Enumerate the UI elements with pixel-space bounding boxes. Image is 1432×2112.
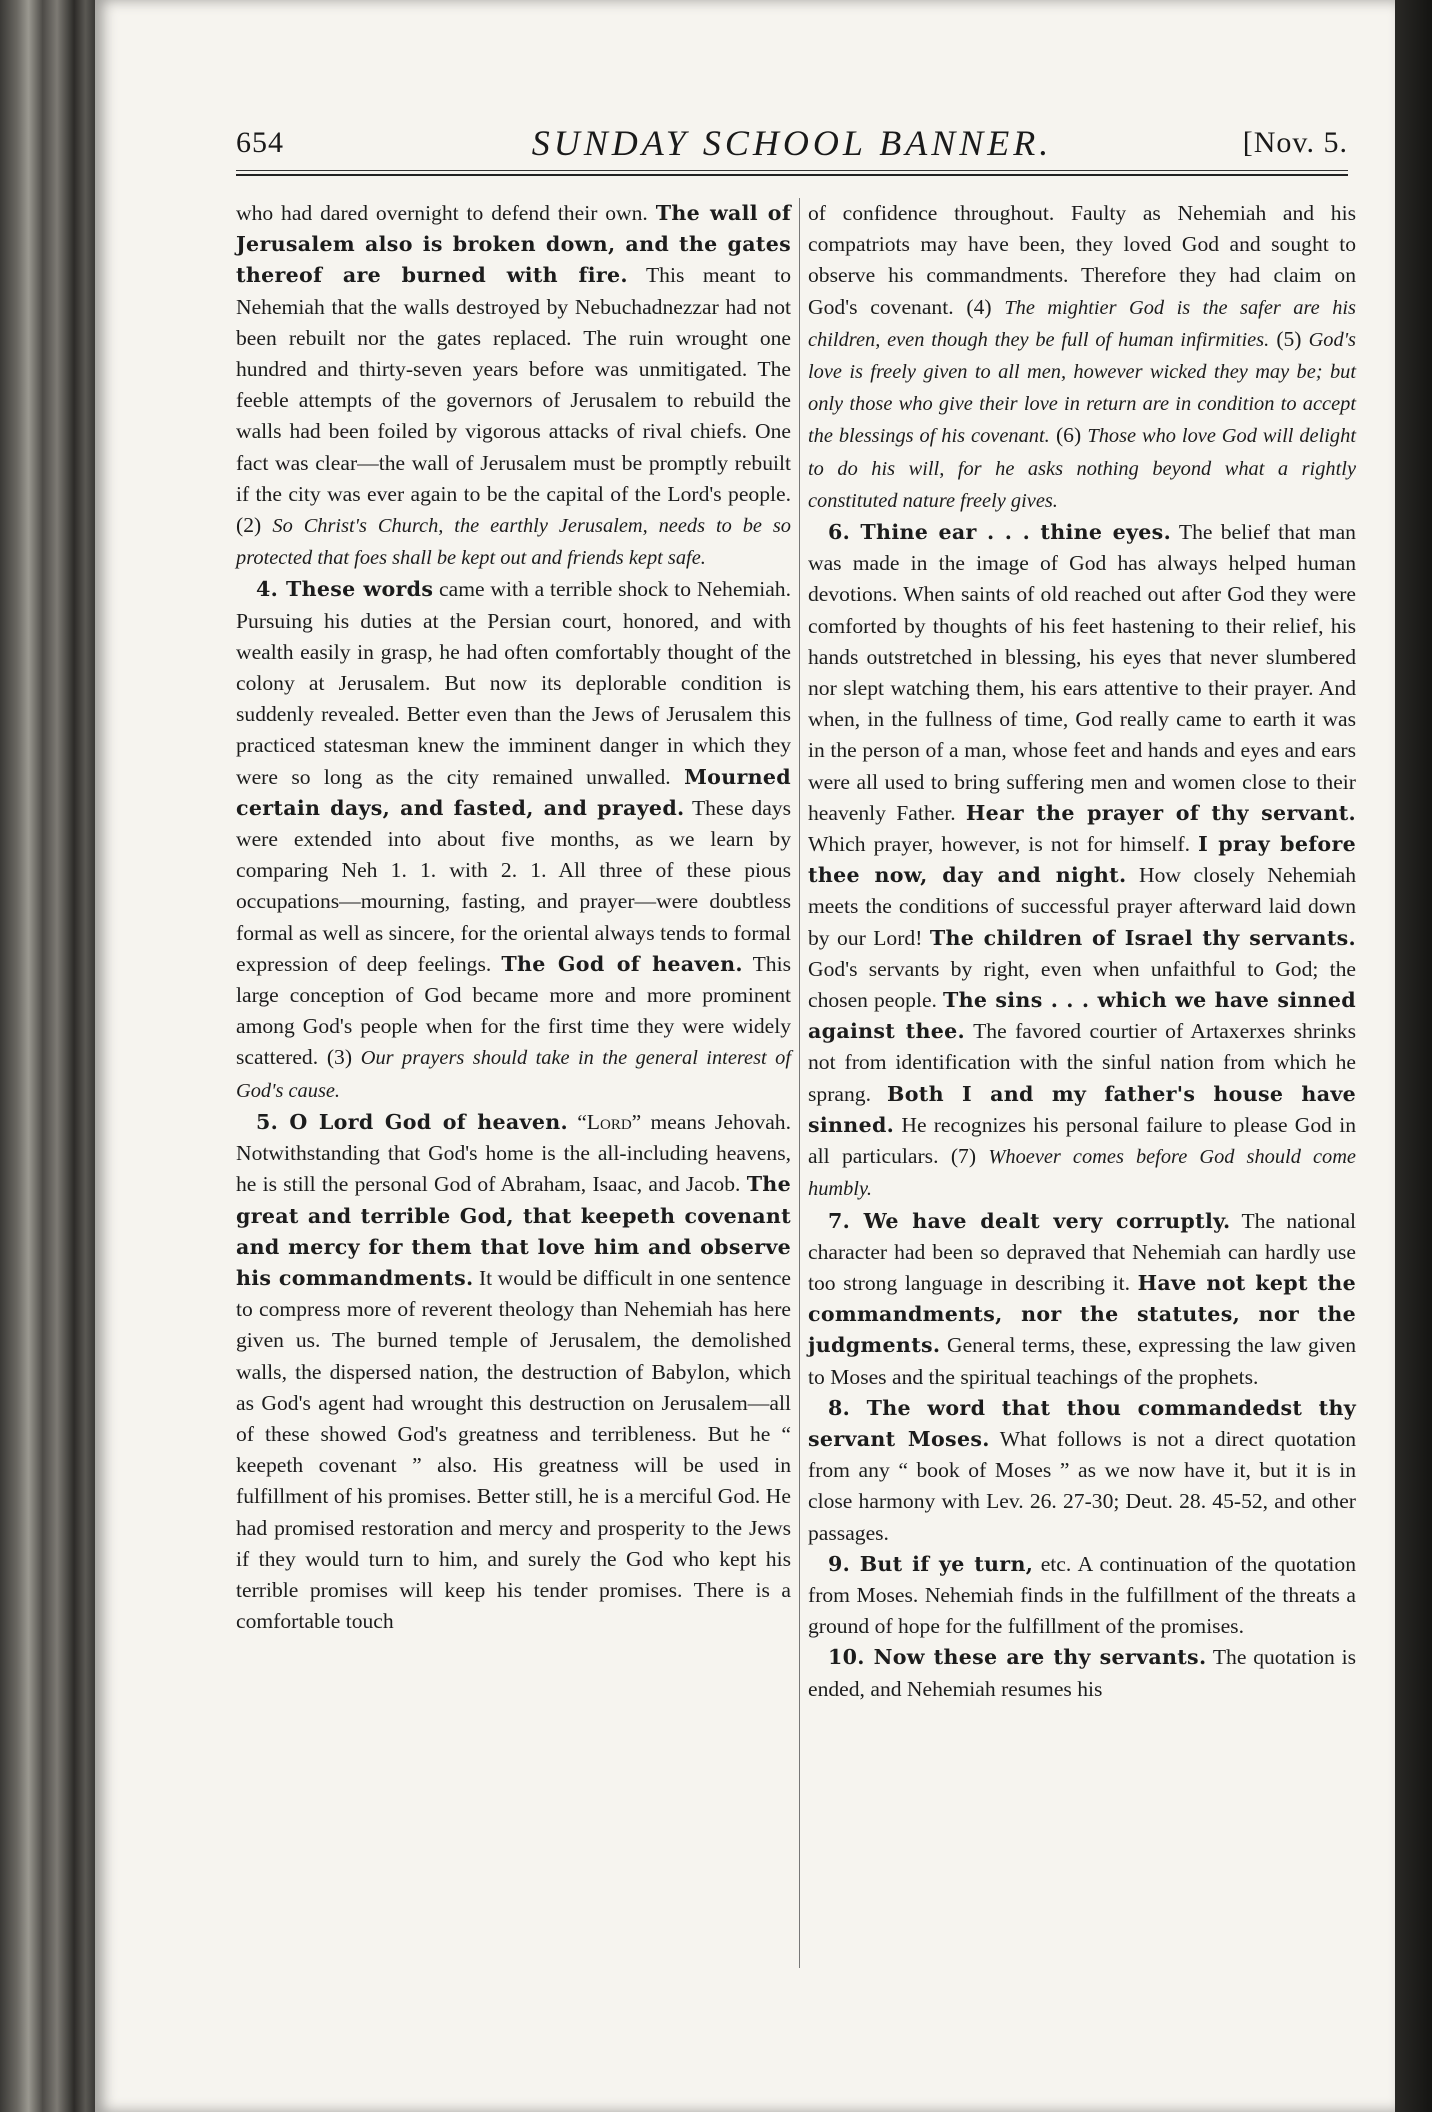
running-title: SUNDAY SCHOOL BANNER.: [531, 123, 1053, 163]
verse-heading: Mourned certain days, and fasted, and prayed.: [236, 764, 791, 820]
right-column: [808, 198, 1356, 1705]
verse-heading: 7. We have dealt very corruptly.: [828, 1208, 1231, 1233]
book-spine: [0, 0, 95, 2112]
paragraph-verse-6: 6. Thine ear . . . thine eyes. The belief that man was made in the image of God has always helped human devotions. When saints of old reached out after God they were comforted by thoughts of his feet hastening to their relief, his hands outstretched in blessing, his eyes that never slumbered nor slept watching them, his ears attentive to their prayer. And when, in the fullness of time, God really came to earth it was in the person of a man, whose feet and hands and eyes and ears were all used to bring suffering men and women close to their heavenly Father. Hear the prayer of thy servant. Which prayer, however, is not for himself. I pray before thee now, day and night. How closely Nehemiah meets the conditions of successful prayer afterward laid down by our Lord! The children of Israel thy servants. God's servants by right, even when unfaithful to God; the chosen people. The sins . . . which we have sinned against thee. The favored courtier of Artaxerxes shrinks not from identification with the sinful nation from which he sprang. Both I and my father's house have sinned. He recognizes his personal failure to please God in all particulars. (7) Whoever comes before God should come humbly.: [808, 520, 1357, 1201]
verse-heading: Hear the prayer of thy servant.: [965, 800, 1356, 825]
verse-heading: 6. Thine ear . . . thine eyes.: [828, 520, 1172, 545]
paragraph-verse-5: 5. O Lord God of heaven. “Lord” means Jehovah. Notwithstanding that God's home is the all-including heavens, he is still the personal God of Abraham, Isaac, and Jacob. The great and terrible God, that keepeth covenant and mercy for them that love him and observe his commandments. It would be difficult in one sentence to compress more of reverent theology than Nehemiah has here given us. The burned temple of Jerusalem, the demolished walls, the dispersed nation, the destruction of Babylon, which as God's agent had wrought this destruction on Jerusalem—all of these showed God's greatness and terribleness. But he “ keepeth covenant ” also. His greatness will be used in fulfillment of his promises. Better still, he is a merciful God. He had promised restoration and mercy and prosperity to the Jews if they would turn to him, and surely the God who kept his terrible promises will keep his tender promises. There is a comfortable touch: [236, 1109, 792, 1634]
lesson-note: Whoever comes before God should come humbly.: [808, 1146, 1356, 1201]
issue-date: [Nov. 5.: [1242, 126, 1348, 159]
verse-heading: The wall of Jerusalem also is broken down, and the gates thereof are burned with fire.: [236, 201, 791, 288]
paragraph-confidence: of confidence throughout. Faulty as Nehemiah and his compatriots may have been, they loved God and sought to observe his commandments. Therefore they had claim on God's covenant. (4) The mightier God is the safer are his children, even though they be full of human infirmities. (5) God's love is freely given to all men, however wicked they may be; but only those who give their love in return are in condition to accept the blessings of his covenant. (6) Those who love God will delight to do his will, for he asks nothing beyond what a rightly constituted nature freely gives.: [808, 201, 1356, 512]
verse-heading: Have not kept the commandments, nor the statutes, nor the judgments.: [808, 1270, 1356, 1358]
left-column: [236, 198, 791, 1637]
page-number: 654: [236, 126, 284, 159]
paragraph-verse-9: 9. But if ye turn, etc. A continuation of the quotation from Moses. Nehemiah finds in the fulfillment of the threats a ground of hope for the fulfillment of the promises.: [808, 1551, 1356, 1639]
verse-heading: The great and terrible God, that keepeth covenant and mercy for them that love him and observe his commandments.: [236, 1172, 791, 1290]
verse-heading: The God of heaven.: [501, 951, 743, 976]
lesson-note: Those who love God will delight to do his will, for he asks nothing beyond what a rightly constituted nature freely gives.: [808, 425, 1356, 512]
paragraph-verse-10: 10. Now these are thy servants. The quotation is ended, and Nehemiah resumes his: [808, 1645, 1356, 1701]
verse-heading: The children of Israel thy servants.: [929, 925, 1356, 950]
verse-heading: 4. These words: [256, 577, 434, 602]
header-rule-thin: [236, 170, 1348, 171]
verse-heading: I pray before thee now, day and night.: [808, 832, 1356, 888]
verse-heading: 9. But if ye turn,: [828, 1551, 1034, 1576]
paragraph-verse-7: 7. We have dealt very corruptly. The national character had been so depraved that Nehemiah can hardly use too strong language in describing it. Have not kept the commandments, nor the statutes, nor the judgments. General terms, these, expressing the law given to Moses and the spiritual teachings of the prophets.: [808, 1208, 1356, 1389]
lesson-note: God's love is freely given to all men, however wicked they may be; but only those who give their love in return are in condition to accept the blessings of his covenant.: [808, 328, 1356, 448]
verse-heading: 10. Now these are thy servants.: [828, 1645, 1207, 1670]
verse-heading: 8. The word that thou commandedst thy servant Moses.: [808, 1395, 1356, 1451]
paragraph-verse-8: 8. The word that thou commandedst thy servant Moses. What follows is not a direct quotation from any “ book of Moses ” as we now have it, but it is in close harmony with Lev. 26. 27-30; Deut. 28. 45-52, and other passages.: [808, 1395, 1357, 1545]
column-divider: [799, 198, 800, 1968]
header-rule-thick: [236, 174, 1348, 176]
verse-heading: 5. O Lord God of heaven.: [256, 1109, 568, 1134]
lesson-note: The mightier God is the safer are his children, even though they be full of human infirmities.: [808, 296, 1356, 351]
paragraph-wall-of-jerusalem: who had dared overnight to defend their own. The wall of Jerusalem also is broken down, and the gates thereof are burned with fire. This meant to Nehemiah that the walls destroyed by Nebuchadnezzar had not been rebuilt nor the gates replaced. The ruin wrought one hundred and thirty-seven years before was unmitigated. The feeble attempts of the governors of Jerusalem to rebuild the walls had been foiled by vigorous attacks of rival chiefs. One fact was clear—the wall of Jerusalem must be promptly rebuilt if the city was ever again to be the capital of the Lord's people. (2) So Christ's Church, the earthly Jerusalem, needs to be so protected that foes shall be kept out and friends kept safe.: [236, 201, 791, 570]
verse-heading: The sins . . . which we have sinned against thee.: [808, 988, 1356, 1044]
paragraph-verse-4: 4. These words came with a terrible shock to Nehemiah. Pursuing his duties at the Persian court, honored, and with wealth easily in grasp, he had often comfortably thought of the colony at Jerusalem. But now its deplorable condition is suddenly revealed. Better even than the Jews of Jerusalem this practiced statesman knew the imminent danger in which they were so long as the city remained unwalled. Mourned certain days, and fasted, and prayed. These days were extended into about five months, as we learn by comparing Neh 1. 1. with 2. 1. All three of these pious occupations—mourning, fasting, and prayer—were doubtless formal as well as sincere, for the oriental always tends to formal expression of deep feelings. The God of heaven. This large conception of God became more and more prominent among God's people when for the first time they were widely scattered. (3) Our prayers should take in the general interest of God's cause.: [236, 577, 792, 1102]
page-edge-shadow: [1395, 0, 1432, 2112]
running-header: [236, 118, 1348, 168]
verse-heading: Both I and my father's house have sinned.: [808, 1081, 1357, 1137]
lesson-note: So Christ's Church, the earthly Jerusalem, needs to be so protected that foes shall be kept out and friends kept safe.: [236, 515, 791, 570]
lesson-note: Our prayers should take in the general interest of God's cause.: [236, 1047, 791, 1102]
